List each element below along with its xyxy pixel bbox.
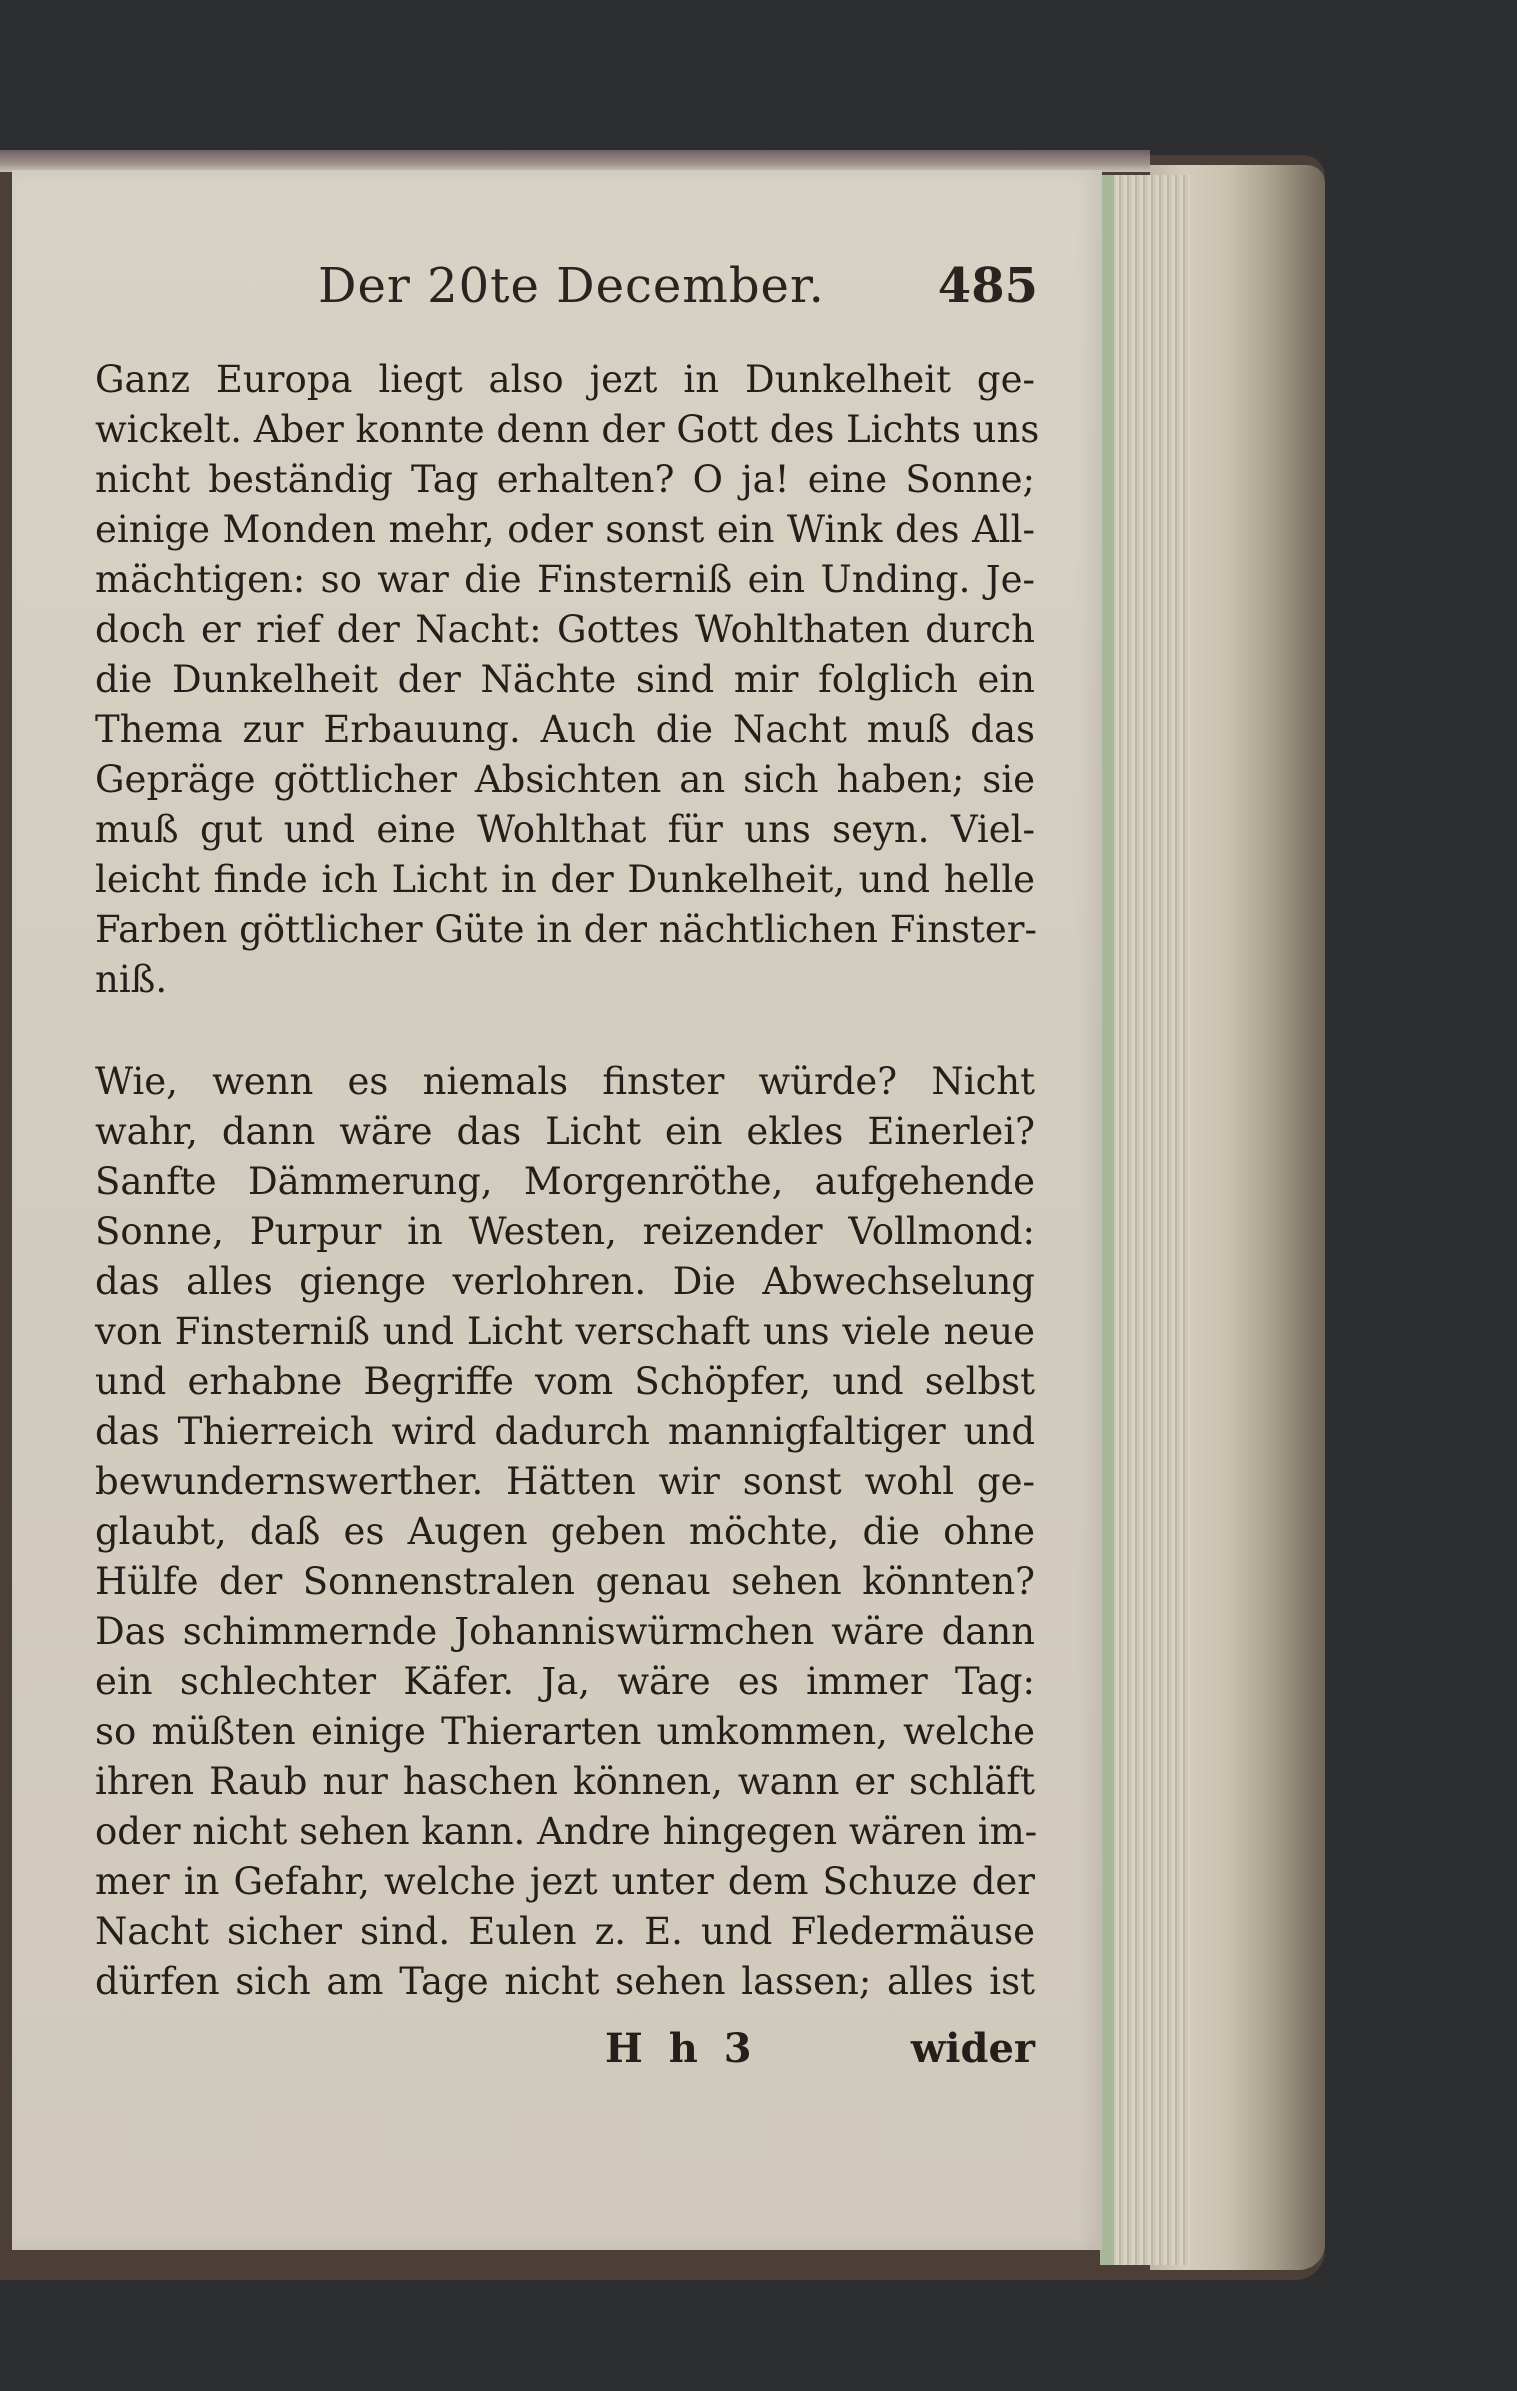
text-line: Nacht sicher sind. Eulen z. E. und Fledermäuse	[95, 1910, 1035, 1953]
text-line: bewundernswerther. Hätten wir sonst wohl ge-	[95, 1460, 1035, 1503]
signature-mark: H h 3	[605, 2025, 758, 2072]
text-line: leicht finde ich Licht in der Dunkelheit, und helle	[95, 858, 1035, 901]
catchword: wider	[910, 2025, 1035, 2072]
text-line: dürfen sich am Tage nicht sehen lassen; alles ist	[95, 1960, 1035, 2003]
top-fold	[0, 150, 1150, 172]
text-line: von Finsterniß und Licht verschaft uns viele neue	[95, 1310, 1035, 1353]
text-line: muß gut und eine Wohlthat für uns seyn. Viel-	[95, 808, 1035, 851]
text-line: nicht beständig Tag erhalten? O ja! eine Sonne;	[95, 458, 1035, 501]
paragraph-1	[95, 355, 1040, 1005]
text-line: Thema zur Erbauung. Auch die Nacht muß das	[95, 708, 1035, 751]
page-header	[318, 258, 1038, 328]
page-number: 485	[937, 258, 1038, 314]
text-line: das alles gienge verlohren. Die Abwechselung	[95, 1260, 1035, 1303]
text-line: mer in Gefahr, welche jezt unter dem Schuze der	[95, 1860, 1035, 1903]
text-line: mächtigen: so war die Finsterniß ein Unding. Je-	[95, 558, 1035, 601]
text-line: wickelt. Aber konnte denn der Gott des Lichts uns	[95, 408, 1040, 451]
page-footer	[95, 2025, 1035, 2080]
text-line: Sanfte Dämmerung, Morgenröthe, aufgehende	[95, 1160, 1035, 1203]
paragraph-gap	[95, 1005, 1035, 1057]
text-line: einige Monden mehr, oder sonst ein Wink des All-	[95, 508, 1035, 551]
text-line: Das schimmernde Johanniswürmchen wäre dann	[95, 1610, 1035, 1653]
text-line: Hülfe der Sonnenstralen genau sehen könnten?	[95, 1560, 1035, 1603]
running-title: Der 20te December.	[318, 258, 825, 314]
text-line: wahr, dann wäre das Licht ein ekles Einerlei?	[95, 1110, 1035, 1153]
text-line: das Thierreich wird dadurch mannigfaltiger und	[95, 1410, 1035, 1453]
text-line: Sonne, Purpur in Westen, reizender Vollmond:	[95, 1210, 1035, 1253]
text-line: Gepräge göttlicher Absichten an sich haben; sie	[95, 758, 1035, 801]
text-line: und erhabne Begriffe vom Schöpfer, und selbst	[95, 1360, 1035, 1403]
text-line: so müßten einige Thierarten umkommen, welche	[95, 1710, 1035, 1753]
text-line: oder nicht sehen kann. Andre hingegen wären im-	[95, 1810, 1038, 1853]
text-line: glaubt, daß es Augen geben möchte, die ohne	[95, 1510, 1035, 1553]
page-edge-tint	[1100, 175, 1114, 2265]
text-line: Ganz Europa liegt also jezt in Dunkelheit ge-	[95, 358, 1035, 401]
paragraph-2	[95, 1057, 1038, 2007]
text-line: Farben göttlicher Güte in der nächtlichen Finster-	[95, 908, 1038, 951]
text-line: die Dunkelheit der Nächte sind mir folglich ein	[95, 658, 1035, 701]
text-line: niß.	[95, 958, 168, 1001]
text-line: ihren Raub nur haschen können, wann er schläft	[95, 1760, 1035, 1803]
body-text	[95, 355, 1040, 2007]
text-line: doch er rief der Nacht: Gottes Wohlthaten durch	[95, 608, 1035, 651]
text-line: ein schlechter Käfer. Ja, wäre es immer Tag:	[95, 1660, 1035, 1703]
text-line: Wie, wenn es niemals finster würde? Nicht	[95, 1060, 1035, 1103]
